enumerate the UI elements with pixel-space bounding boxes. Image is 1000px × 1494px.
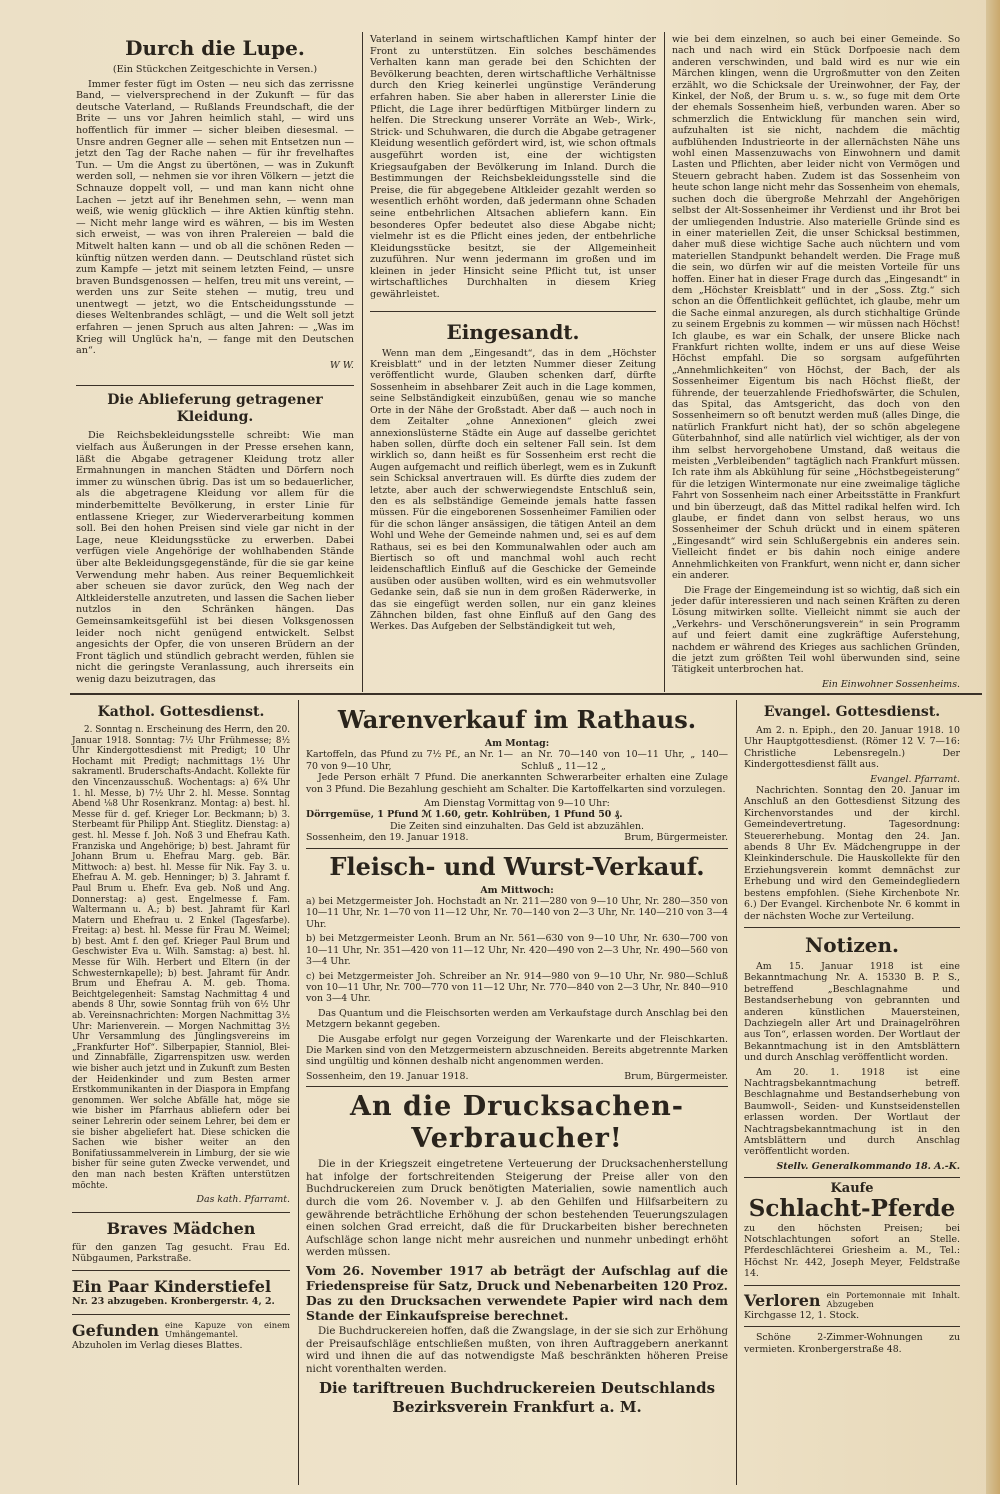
kathol-signature: Das kath. Pfarramt. — [196, 1194, 290, 1206]
gefunden-side: eine Kapuze von einem Umhängemantel. — [165, 1319, 290, 1340]
column-middle — [306, 704, 728, 1417]
druck-signature-2: Bezirksverein Frankfurt a. M. — [392, 1398, 642, 1417]
ablieferung-p2: Vaterland in seinem wirtschaftlichen Kampf hinter der Front zu unterstützen. Ein solches beschämendes Verhalten kann man gerade bei den Schichten der Bevölkerung beachten, deren wirtschaftliche Verhältnisse durch den Krieg keinerlei ungünstige Veränderung erfahren haben. Sie aber haben in allererster Linie die Pflicht, die Lage ihrer bedürftigen Mitbürger lindern zu helfen. Die Streckung unserer Vorräte an Web-, Wirk-, Strick- und Schuhwaren, die durch die Abgabe getragener Kleidung wesentlich gefördert wird, ist, wie schon oftmals ausgeführt worden ist, eine der wichtigsten Kriegsaufgaben der Bevölkerung im Inland. Durch die Bestimmungen der Reichsbekleidungsstelle sind die Preise, die für abgegebene Altkleider gezahlt werden so wesentlich erhöht worden, daß jedermann ohne Schaden seine entbehrlichen Altsachen abliefern kann. Ein besonderes Opfer bedeutet also diese Abgabe nicht; vielmehr ist es die Pflicht eines jeden, der entbehrliche Kleidungsstücke besitzt, sie der Allgemeinheit zuzuführen. Nur wenn jedermann im großen und im kleinen in jeder Hinsicht seine Pflicht tut, ist unser wirtschaftliches Durchhalten in diesem Krieg gewährleistet. — [370, 34, 656, 301]
lupe-subtitle: (Ein Stückchen Zeitgeschichte in Versen.) — [112, 64, 318, 75]
evangel-text-2: Nachrichten. Sonntag den 20. Januar im Anschluß an den Gottesdienst Sitzung des Kirchenvorstandes und der kirchl. Gemeindevertretung. Tagesordnung: Steuererhebung. Montag den 24. Jan. abends 8 Uhr Ev. Mädchengruppe in der Kleinkinderschule. Die Hauskollekte für den Erziehungsverein kommt demnächst zur Erhebung und wird den Gemeindegliedern bestens empfohlen. (Siehe Kirchenbote Nr. 6.) Der Evangel. Kirchenbote Nr. 6 kommt in der nächsten Woche zur Verteilung. — [744, 785, 960, 922]
section-divider — [70, 693, 982, 695]
rule — [72, 1314, 290, 1315]
eingesandt-p3: Die Frage der Eingemeindung ist so wichtig, daß sich ein jeder dafür interessieren und nach seinen Kräften zu deren Lösung mitwirken sollte. Vielleicht nimmt sie auch der „Verkehrs- und Verschönerungsverein“ in sein Programm auf und feiert damit eine zugkräftige Auferstehung, nachdem er während des Krieges aus sachlichen Gründen, die jetzt zum größten Teil wohl überwunden sind, seine Tätigkeit unterbrochen hat. — [672, 584, 960, 676]
fleisch-t1: Das Quantum und die Fleischsorten werden am Verkaufstage durch Anschlag bei den Metzgern bekannt gegeben. — [306, 1007, 728, 1031]
druck-text-2: Die Buchdruckereien hoffen, daß die Zwangslage, in der sie sich zur Erhöhung der Preisaufschläge entschließen mußten, von ihren Auftraggebern anerkannt wird und ihnen die auf das notwendigste Maß beschränkten höheren Preise nicht vorenthalten werden. — [306, 1325, 728, 1375]
warenverkauf-day1: Am Montag: — [484, 738, 550, 749]
druck-bold: Vom 26. November 1917 ab beträgt der Aufschlag auf die Friedenspreise für Satz, Druck und Nebenarbeiten 120 Proz. Das zu den Drucksachen verwendete Papier wird nach dem Stande der Einkaufspreise berechnet. — [306, 1262, 728, 1323]
eingesandt-title: Eingesandt. — [446, 319, 580, 344]
column-divider-3 — [298, 700, 299, 1485]
column-divider-2 — [664, 32, 665, 692]
fleisch-a: a) bei Metzgermeister Joh. Hochstadt an Nr. 211—280 von 9—10 Uhr, Nr. 280—350 von 10—11 Uhr, Nr. 1—70 von 11—12 Uhr, Nr. 70—140 von 2—3 Uhr, Nr. 140—210 von 3—4 Uhr. — [306, 896, 728, 930]
druck-signature-1: Die tariftreuen Buchdruckereien Deutschlands — [318, 1379, 716, 1398]
rule — [744, 927, 960, 928]
fleisch-signature: Brum, Bürgermeister. — [624, 1070, 728, 1082]
evangel-signature: Evangel. Pfarramt. — [870, 773, 960, 785]
warenverkauf-place: Sossenheim, den 19. Januar 1918. — [306, 832, 469, 844]
fleisch-day: Am Mittwoch: — [480, 884, 554, 896]
kinderstiefel-text: Nr. 23 abzugeben. Kronbergerstr. 4, 2. — [72, 1296, 275, 1308]
verloren-ad — [744, 1291, 960, 1310]
rule — [76, 385, 354, 386]
eingesandt-p1: Wenn man dem „Eingesandt“, das in dem „Höchster Kreisblatt“ und in der letzten Nummer dieser Zeitung veröffentlicht wurde, Glauben schenken darf, dürfte Sossenheim in absehbarer Zeit auch in die Lage kommen, seine Selbständigkeit einzubüßen, genau wie so manche Orte in der Nähe der Großstadt. Aber daß — auch noch in dem Zeitalter „ohne Annexionen“ gleich zwei annexionslüsterne Städte ein Auge auf dasselbe gerichtet haben sollen, dürfte doch ein seltener Fall sein. Ist dem wirklich so, dann heißt es für Sossenheim erst recht die Augen aufgemacht und reiflich überlegt, wem es in Zukunft sein Schicksal anvertrauen will. Es dürfte dies zudem der letzte, aber auch der schwerwiegendste Entschluß sein, den es als selbständige Gemeinde jemals hatte fassen müssen. Für die eingeborenen Sossenheimer Familien oder für die schon länger ansässigen, die tätigen Anteil an dem Wohl und Wehe der Gemeinde nahmen und, sei es auf dem Rathaus, sei es bei den Kommunalwahlen oder auch am Biertisch so oft und manchmal wohl auch recht leidenschaftlich Einfluß auf die Geschicke der Gemeinde ausüben oder ausüben wollten, wird es ein wehmutsvoller Gedanke sein, daß sie nun in dem großen Räderwerke, in das sie eingefügt werden sollen, nur ein ganz kleines Zähnchen bilden, fast ohne Einfluß auf den Gang des Werkes. Das Aufgeben der Selbständigkeit tut weh, — [370, 347, 656, 633]
gefunden-ad — [72, 1321, 290, 1340]
fleisch-c: c) bei Metzgermeister Joh. Schreiber an Nr. 914—980 von 9—10 Uhr, Nr. 980—Schluß von 10—11 Uhr, Nr. 700—770 von 11—12 Uhr, Nr. 770—840 von 2—3 Uhr, Nr. 840—910 von 3—4 Uhr. — [306, 970, 728, 1005]
kathol-title: Kathol. Gottesdienst. — [97, 704, 265, 720]
column-2-top — [370, 34, 656, 636]
notizen-signature: Stellv. Generalkommando 18. A.-K. — [776, 1160, 960, 1172]
gefunden-text: Abzuholen im Verlag dieses Blattes. — [72, 1339, 243, 1351]
evangel-title: Evangel. Gottesdienst. — [763, 704, 941, 720]
warenverkauf-day2: Am Dienstag Vormittag von 9—10 Uhr: — [424, 798, 610, 810]
druck-title: An die Drucksachen-Verbraucher! — [350, 1091, 684, 1155]
rule — [72, 1212, 290, 1213]
column-divider-4 — [736, 700, 737, 1485]
eingesandt-p2: wie bei dem einzelnen, so auch bei einer Gemeinde. So nach und nach wird ein Stück Dorfpoesie nach dem anderen verschwinden, und bald wird es nur wie ein Märchen klingen, wenn die Urgroßmutter von den Zeiten erzählt, wo die Schicksale der Ureinwohner, der Fay, der Kinkel, der Noß, der Brum u. s. w., so fuge mit dem Orte der ehemals Sossenheim hieß, verbunden waren. Aber so schmerzlich die Entwicklung für manchen sein wird, aufzuhalten ist sie nicht, nachdem die mächtig aufblühenden Industrieorte in der allernächsten Nähe uns wohl einen Massenzuwachs von Einwohnern und damit Lasten und Pflichten, aber leider nicht von Vermögen und Steuern gebracht haben. Zudem ist das Sossenheim von heute schon lange nicht mehr das Sossenheim von ehemals, suchen doch die übergroße Mehrzahl der Angehörigen selbst der Alt-Sossenheimer ihr Verdienst und ihr Brot bei der umliegenden Industrie. Also materielle Gründe sind es in einer materiellen Zeit, die unser Schicksal bestimmen, daher muß diese wichtige Sache auch nüchtern und vom materiellen Standpunkt behandelt werden. Die Frage muß die sein, wo dürfen wir auf die meisten Vorteile für uns hoffen. Einer hat in dieser Frage durch das „Eingesandt“ in dem „Höchster Kreisblatt“ und in der „Soss. Ztg.“ sich schon an die Öffentlichkeit geflüchtet, ich glaube, mehr um die Sache einmal anzuregen, als durch stichhaltige Gründe zu seinem Ergebnis zu kommen — wir müssen nach Höchst! Ich glaube, es war ein Schalk, der unsere Blicke nach Frankfurt richten wollte, indem er uns auf diese Weise Höchst empfahl. Die so sorgsam aufgeführten „Annehmlichkeiten“ von Höchst, der Bach, der als Sossenheimer Eigentum bis nach Höchst fließt, der führende, der teuerzahlende Friedhofswärter, die Schulen, das Spital, das Amtsgericht, das doch von den Sossenheimern so oft benutzt werden muß (alles Dinge, die natürlich Frankfurt nicht hat), der so schön abgelegene Güterbahnhof, sind alle natürlich viel wichtiger, als der von ihm selbst hervorgehobene Umstand, daß weitaus die meisten „Verbleibenden“ tagtäglich nach Frankfurt müssen. Ich rate ihm als Abkühlung für seine „Höchstbegeisterung“ für die letzigen Wintermonate nur eine zweimalige tägliche Fahrt von Sossenheim nach einer Arbeitsstätte in Frankfurt und bin überzeugt, daß das Mittel radikal helfen wird. Ich glaube, er findet dann von selbst heraus, wo uns Sossenheimer der Schuh drückt und in einem späteren „Eingesandt“ wird sein Schlußergebnis ein anderes sein. Vielleicht findet er bis dahin noch einige andere Annehmlichkeiten von Frankfurt, wenn nicht er, dann sicher ein anderer. — [672, 34, 960, 582]
pferde-text: zu den höchsten Preisen; bei Notschlachtungen sofort an Stelle. Pferdeschlächterei Griesheim a. M., Tel.: Höchst Nr. 442, Joseph Meyer, Feldstraße 14. — [744, 1222, 960, 1280]
column-divider-1 — [362, 32, 363, 692]
column-3-top — [672, 34, 960, 690]
verloren-text: Kirchgasse 12, 1. Stock. — [744, 1309, 860, 1321]
maedchen-title: Braves Mädchen — [106, 1218, 256, 1238]
kartoffel-2: an Nr. 70—140 von 10—11 Uhr, „ 140—Schluß „ 11—12 „ — [521, 749, 728, 772]
maedchen-text: für den ganzen Tag gesucht. Frau Ed. Nübgaumen, Parkstraße. — [72, 1241, 290, 1264]
kartoffel-1: Kartoffeln, das Pfund zu 7½ Pf., an Nr. 1—70 von 9—10 Uhr, — [306, 749, 513, 772]
warenverkauf-footer — [306, 832, 728, 843]
notizen-p2: Am 20. 1. 1918 ist eine Nachtragsbekanntmachung betreff. Beschlagnahme und Bestandserhebung von Baumwoll-, Seiden- und Kunstseidenstellen erlassen worden. Der Wortlaut der Nachtragsbekanntmachung ist in den Amtsblättern und durch Anschlag veröffentlicht worden. — [744, 1066, 960, 1158]
rule — [370, 311, 656, 312]
rule — [306, 848, 728, 849]
pferde-kaufe: Kaufe — [830, 1181, 874, 1197]
rule — [744, 1285, 960, 1286]
wohnungen-text: Schöne 2-Zimmer-Wohnungen zu vermieten. Kronbergerstraße 48. — [744, 1332, 960, 1355]
fleisch-b: b) bei Metzgermeister Leonh. Brum an Nr. 561—630 von 9—10 Uhr, Nr. 630—700 von 10—11 Uhr, Nr. 351—420 von 11—12 Uhr, Nr. 420—490 von 2—3 Uhr, Nr. 490—560 von 3—4 Uhr. — [306, 933, 728, 968]
page-edge — [986, 0, 1000, 1494]
notizen-title: Notizen. — [804, 932, 900, 957]
kinderstiefel-title: Ein Paar Kinderstiefel — [72, 1277, 272, 1297]
warenverkauf-title: Warenverkauf im Rathaus. — [337, 705, 697, 734]
column-1-top — [76, 34, 354, 689]
zeiten: Die Zeiten sind einzuhalten. Das Geld ist abzuzählen. — [390, 820, 644, 832]
druck-text-1: Die in der Kriegszeit eingetretene Verteuerung der Drucksachenherstellung hat infolge der fortschreitenden Steigerung der Preise aller von den Buchdruckereien zum Druck benötigten Materialien, sowie namentlich auch durch die vom 26. November v. J. ab den Gehilfen und Hilfsarbeitern zu gewährende beträchtliche Erhöhung der schon bestehenden Teuerungszulagen einen solchen Grad erreicht, daß die für Druckarbeiten bisher berechneten Aufschläge schon lange nicht mehr ausreichen und nunmehr unbedingt erhöht werden müssen. — [306, 1159, 728, 1259]
kartoffel-row — [306, 749, 728, 772]
lupe-author: W W. — [329, 359, 354, 371]
notizen-p1: Am 15. Januar 1918 ist eine Bekanntmachung Nr. A. 15330 B. P. S., betreffend „Beschlagnahme und Bestandserhebung von gebrannten und anderen künstlichen Mauersteinen, Dachziegeln aller Art und Drainagelröhren aus Ton“, erlassen worden. Der Wortlaut der Bekanntmachung ist in den Amtsblättern und durch Anschlag veröffentlicht worden. — [744, 960, 960, 1064]
ablieferung-p1: Die Reichsbekleidungsstelle schreibt: Wie man vielfach aus Äußerungen in der Presse ersehen kann, läßt die Abgabe getragener Kleidung trotz aller Ermahnungen in manchen Städten und Dörfern noch immer zu wünschen übrig. Das ist um so bedauerlicher, als die abgetragene Kleidung vor allem für die minderbemittelte Bevölkerung, in erster Linie für entlassene Krieger, zur Wiederverarbeitung kommen soll. Bei den hohen Preisen sind viele gar nicht in der Lage, neue Kleidungsstücke zu erwerben. Dabei verfügen viele Angehörige der wohlhabenden Stände über alte Bekleidungsgegenstände, für die sie gar keine Verwendung mehr haben. Aus reiner Bequemlichkeit aber scheuen sie davor zurück, den Weg nach der Altkleiderstelle anzutreten, und lassen die Sachen lieber nutzlos in den Schränken hängen. Das Gemeinsamkeitsgefühl ist bei diesen Volksgenossen leider noch nicht genügend entwickelt. Selbst angesichts der Opfer, die von unseren Brüdern an der Front täglich und stündlich gebracht werden, fühlen sie nicht die geringste Veranlassung, auch ihrerseits ein wenig dazu beizutragen, das — [76, 430, 354, 685]
kartoffel-3: Jede Person erhält 7 Pfund. Die anerkannten Schwerarbeiter erhalten eine Zulage von 3 Pfund. Die Bezahlung geschieht am Schalter. Die Kartoffelkarten sind vorzulegen. — [306, 772, 728, 795]
kathol-text: 2. Sonntag n. Erscheinung des Herrn, den 20. Januar 1918. Sonntag: 7½ Uhr Frühmesse; 8½ Uhr Kindergottesdienst mit Predigt; 10 Uhr Hochamt mit Predigt; nachmittags 1½ Uhr sakramentl. Bruderschafts-Andacht. Kollekte für den Vincenzausschuß. Wochentags: a) 6¾ Uhr 1. hl. Messe, b) 7½ Uhr 2. hl. Messe. Sonntag Abend ⅛8 Uhr Rosenkranz. Montag: a) best. hl. Messe für d. gef. Krieger Lor. Beckmann; b) 3. Sterbeamt für Philipp Ant. Stieglitz. Dienstag: a) gest. hl. Messe f. Joh. Noß 3 und Ehefrau Kath. Franziska und Angehörige; b) best. Jahramt für Johann Brum u. Ehefrau Marg. geb. Bär. Mittwoch: a) best. hl. Messe für Nik. Fay 3. u. Ehefrau A. M. geb. Henninger; b) 3. Jahramt f. Paul Brum u. Ehefr. Eva geb. Noß und Ang. Donnerstag: a) gest. Engelmesse f. Fam. Waltermann u. A.; b) best. Jahramt für Karl Matern und Ehefrau u. 2 Enkel (Tagesfarbe). Freitag: a) best. hl. Messe für Frau M. Weimel; b) best. Amt f. den gef. Krieger Paul Brum und Geschwister Eva u. Wilh. Samstag: a) best. hl. Messe für Wilh. Herbert und Eltern (in der Schwesternkapelle); b) best. Jahramt für Andr. Brum und Ehefrau A. M. geb. Thoma. Beichtgelegenheit: Samstag Nachmittag 4 und abends 8 Uhr, sowie Sonntag früh von 6½ Uhr ab. Vereinsnachrichten: Morgen Nachmittag 3½ Uhr: Marienverein. — Morgen Nachmittag 3½ Uhr Versammlung des Jünglingsvereins im „Frankfurter Hof“. Silberpapier, Stanniol, Blei- und Zinnabfälle, Zigarrenspitzen usw. werden wie bisher auch jetzt und in Zukunft zum Besten der Heidenkinder und zum Besten armer Erstkommunikanten in der Diaspora in Empfang genommen. Wer solche Abfälle hat, möge sie wie bisher im Pfarrhaus abliefern oder bei seiner Lehrerin oder seinem Lehrer, bei dem er sie bisher abgeliefert hat. Diese schicken die Sachen wie bisher weiter an den Bonifatiussammelverein in Limburg, der sie wie bisher für seine guten Zwecke verwendet, und den man nach besten Kräften unterstützen möchte. — [72, 725, 290, 1191]
gemuese: Dörrgemüse, 1 Pfund ℳ 1.60, getr. Kohlrüben, 1 Pfund 50 ₰. — [306, 809, 623, 821]
eingesandt-signature: Ein Einwohner Sossenheims. — [821, 678, 960, 690]
ablieferung-title: Die Ablieferung getragener Kleidung. — [107, 392, 323, 426]
column-kathol — [72, 702, 290, 1351]
verloren-side: ein Portemonnaie mit Inhalt. Abzugeben — [826, 1289, 960, 1310]
column-right — [744, 702, 960, 1358]
fleisch-title: Fleisch- und Wurst-Verkauf. — [329, 851, 705, 881]
evangel-text: Am 2. n. Epiph., den 20. Januar 1918. 10 Uhr Hauptgottesdienst. (Römer 12 V. 7—16: Christliche Lebensregeln.) Der Kindergottesdienst fällt aus. — [744, 725, 960, 771]
verloren-title: Verloren — [744, 1290, 821, 1310]
fleisch-footer — [306, 1071, 728, 1082]
fleisch-t2: Die Ausgabe erfolgt nur gegen Vorzeigung der Warenkarte und der Fleischkarten. Die Marken sind von den Metzgermeistern abzuschneiden. Bereits abgetrennte Marken sind ungültig und können deshalb nicht angenommen werden. — [306, 1033, 728, 1068]
rule — [744, 1326, 960, 1327]
pferde-title: Schlacht-Pferde — [748, 1194, 956, 1222]
rule — [306, 1086, 728, 1087]
rule — [72, 1270, 290, 1271]
rule — [744, 1177, 960, 1178]
lupe-text: Immer fester fügt im Osten — neu sich das zerrissne Band, — vielversprechend in der Zukunft — für das deutsche Vaterland, — Rußlands Freundschaft, die der Brite — uns vor Jahren heimlich stahl, — wird uns hoffentlich für immer — sicher bleiben diesesmal. — Unsre andren Gegner alle — sehen mit Entsetzen nun — jetzt den Tag der Rache nahen — für ihr frevelhaftes Tun. — Um die Angst zu übertönen, — was in Zukunft werden soll, — nehmen sie vor ihren Völkern — jetzt die Schnauze doppelt voll, — und man kann nicht ohne Lachen — jetzt auf ihr Benehmen sehn, — wenn man weiß, wie wenig glücklich — ihre Aktien künftig stehn. — Nicht mehr lange wird es währen, — bis im Westen sich erweist, — was von ihren Pralereien — bald die Mitwelt halten kann — und ob all die schönen Reden — künftig nützen werden dann. — Deutschland rüstet sich zum Kampfe — jetzt mit seinem letzten Feind, — unsre braven Bundsgenossen — helfen, treu mit uns vereint, — werden uns zur Seite stehen — mutig, treu und unentwegt — jetzt, wo die Entscheidungsstunde — dieses Weltenbrandes schlägt, — und die Welt soll jetzt erfahren — jenen Spruch aus alten Jahren: — „Was im Krieg will Unglück ha'n, — fange mit den Deutschen an“. — [76, 78, 354, 357]
fleisch-place: Sossenheim, den 19. Januar 1918. — [306, 1070, 469, 1082]
gefunden-title: Gefunden — [72, 1320, 159, 1340]
lupe-title: Durch die Lupe. — [125, 36, 305, 60]
warenverkauf-signature: Brum, Bürgermeister. — [624, 832, 728, 844]
